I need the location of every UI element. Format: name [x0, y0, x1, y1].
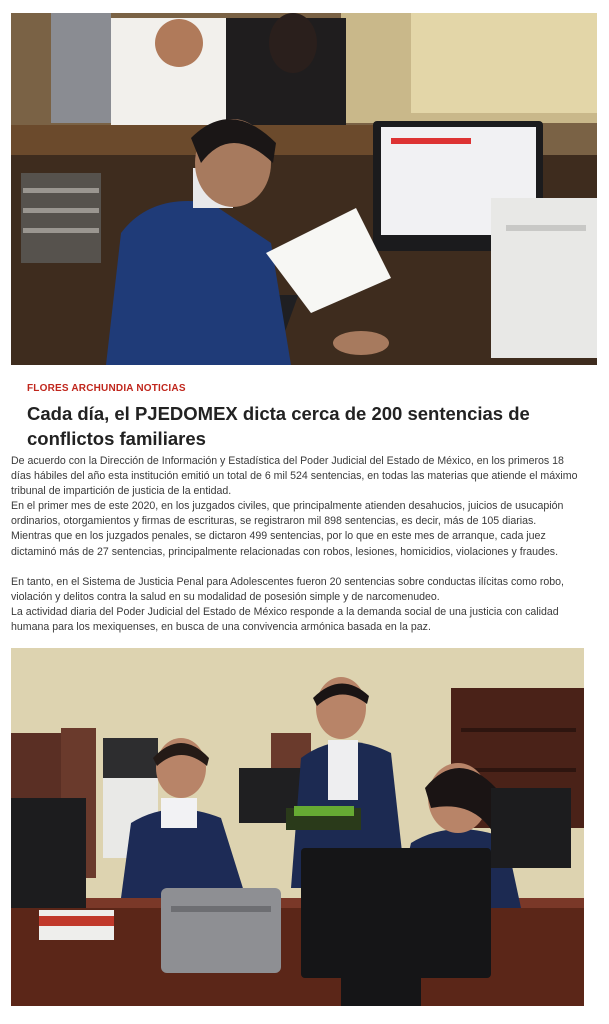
article-kicker[interactable]: FLORES ARCHUNDIA NOTICIAS — [27, 383, 186, 394]
article-paragraph: Mientras que en los juzgados penales, se dictaron 499 sentencias, por lo que en este mes de arranque, cada juez dictaminó más de 27 sentencias, principalmente relacionadas con robos, lesiones, homicidios, violaciones y fraudes. — [11, 530, 559, 558]
article-paragraph: En el primer mes de este 2020, en los juzgados civiles, que principalmente atienden desahucios, juicios de usucapión ordinarios, otorgamientos y firmas de escrituras, se registraron mil 898 sentencias, es decir, más de 105 diarias. — [11, 500, 564, 528]
article-paragraph: En tanto, en el Sistema de Justicia Penal para Adolescentes fueron 20 sentencias sobre conductas ilícitas como robo, violación y delitos contra la salud en su modalidad de posesión simple y de narcomenudeo. — [11, 575, 564, 603]
article-body — [11, 454, 585, 635]
bottom-photo — [11, 648, 584, 1006]
top-photo — [11, 13, 597, 365]
paragraph-spacer — [11, 560, 585, 575]
article-headline[interactable]: Cada día, el PJEDOMEX dicta cerca de 200 sentencias de conflictos familiares — [27, 403, 530, 449]
article-paragraph: La actividad diaria del Poder Judicial del Estado de México responde a la demanda social de una justicia con calidad humana para los mexiquenses, en busca de una convivencia armónica basada en la paz. — [11, 605, 559, 633]
article-paragraph: De acuerdo con la Dirección de Información y Estadística del Poder Judicial del Estado de México, en los primeros 18 días hábiles del año esta institución emitió un total de 6 mil 524 sentencias, en todas las materias que atiende el máximo tribunal de impartición de justicia de la entidad. — [11, 455, 578, 498]
